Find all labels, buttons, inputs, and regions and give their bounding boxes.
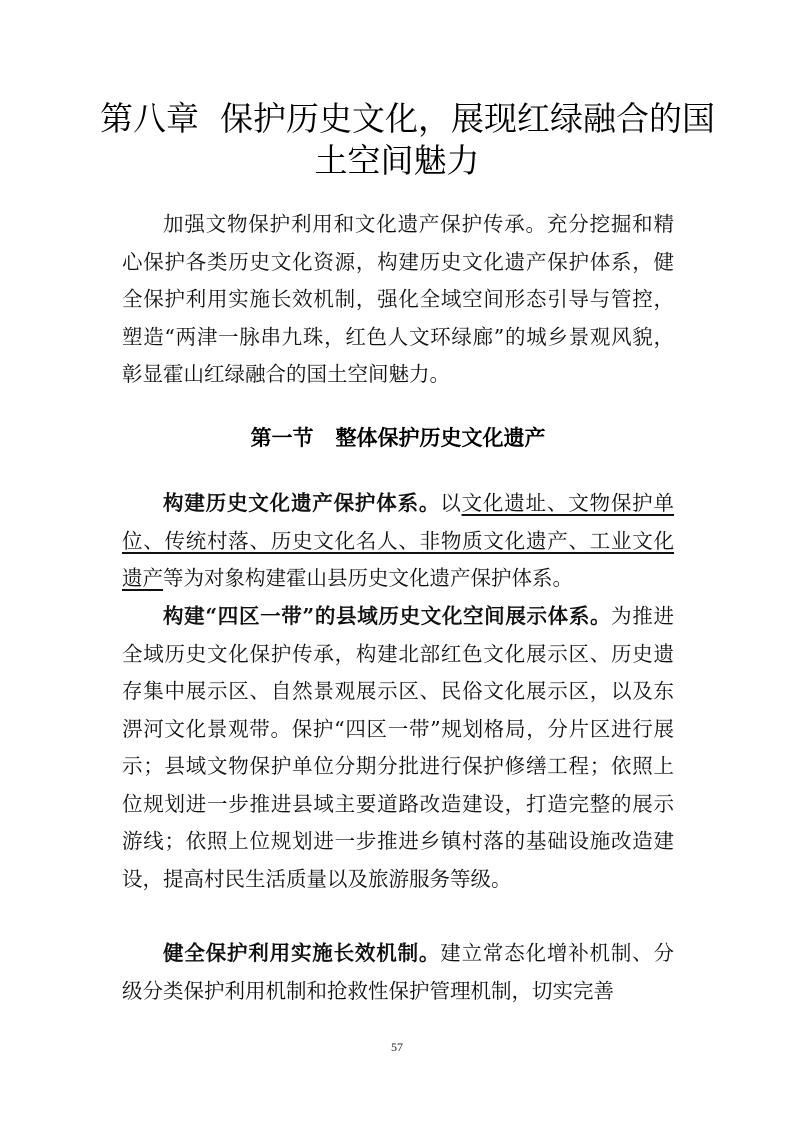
chapter-title-line1: 第八章 保护历史文化，展现红绿融合的国 — [100, 99, 715, 138]
paragraph-text: 以 — [440, 491, 462, 515]
paragraph-lead: 健全保护利用实施长效机制。 — [163, 941, 441, 965]
chapter-title — [100, 98, 715, 182]
paragraph-display-system — [122, 598, 674, 898]
paragraph-lead: 构建历史文化遗产保护体系。 — [163, 491, 441, 515]
intro-paragraph: 加强文物保护利用和文化遗产保护传承。充分挖掘和精心保护各类历史文化资源，构建历史文化遗产保护体系，健全保护利用实施长效机制，强化全域空间形态引导与管控，塑造“两津一脉串九珠，红色人文环绿廊”的城乡景观风貌，彰显霍山红绿融合的国土空间魅力。 — [122, 212, 674, 386]
underlined-text: 文化遗址、文物保护单位、传统村落、历史文化名人、非物质文化遗产、工业文化遗产 — [122, 491, 675, 590]
paragraph-text: 建立常态化增补机制、分级分类保护利用机制和抢救性保护管理机制，切实完善 — [122, 941, 675, 1003]
paragraph-text: 为推进全域历史文化保护传承，构建北部红色文化展示区、历史遗存集中展示区、自然景观展示区、民俗文化展示区，以及东淠河文化景观带。保护“四区一带”规划格局，分片区进行展示；县域文物保护单位分期分批进行保护修缮工程；依照上位规划进一步推进县域主要道路改造建设，打造完整的展示游线；依照上位规划进一步推进乡镇村落的基础设施改造建设，提高村民生活质量以及旅游服务等级。 — [122, 604, 674, 891]
paragraph-heritage-system — [122, 485, 674, 598]
paragraph-lead: 构建“四区一带”的县域历史文化空间展示体系。 — [163, 604, 612, 628]
paragraph-text: 等为对象构建霍山县历史文化遗产保护体系。 — [163, 566, 573, 590]
chapter-title-line2: 土空间魅力 — [314, 141, 480, 180]
section-title: 第一节 整体保护历史文化遗产 — [250, 426, 546, 450]
paragraph-mechanism — [122, 935, 674, 1010]
page-number: 57 — [391, 1040, 403, 1054]
